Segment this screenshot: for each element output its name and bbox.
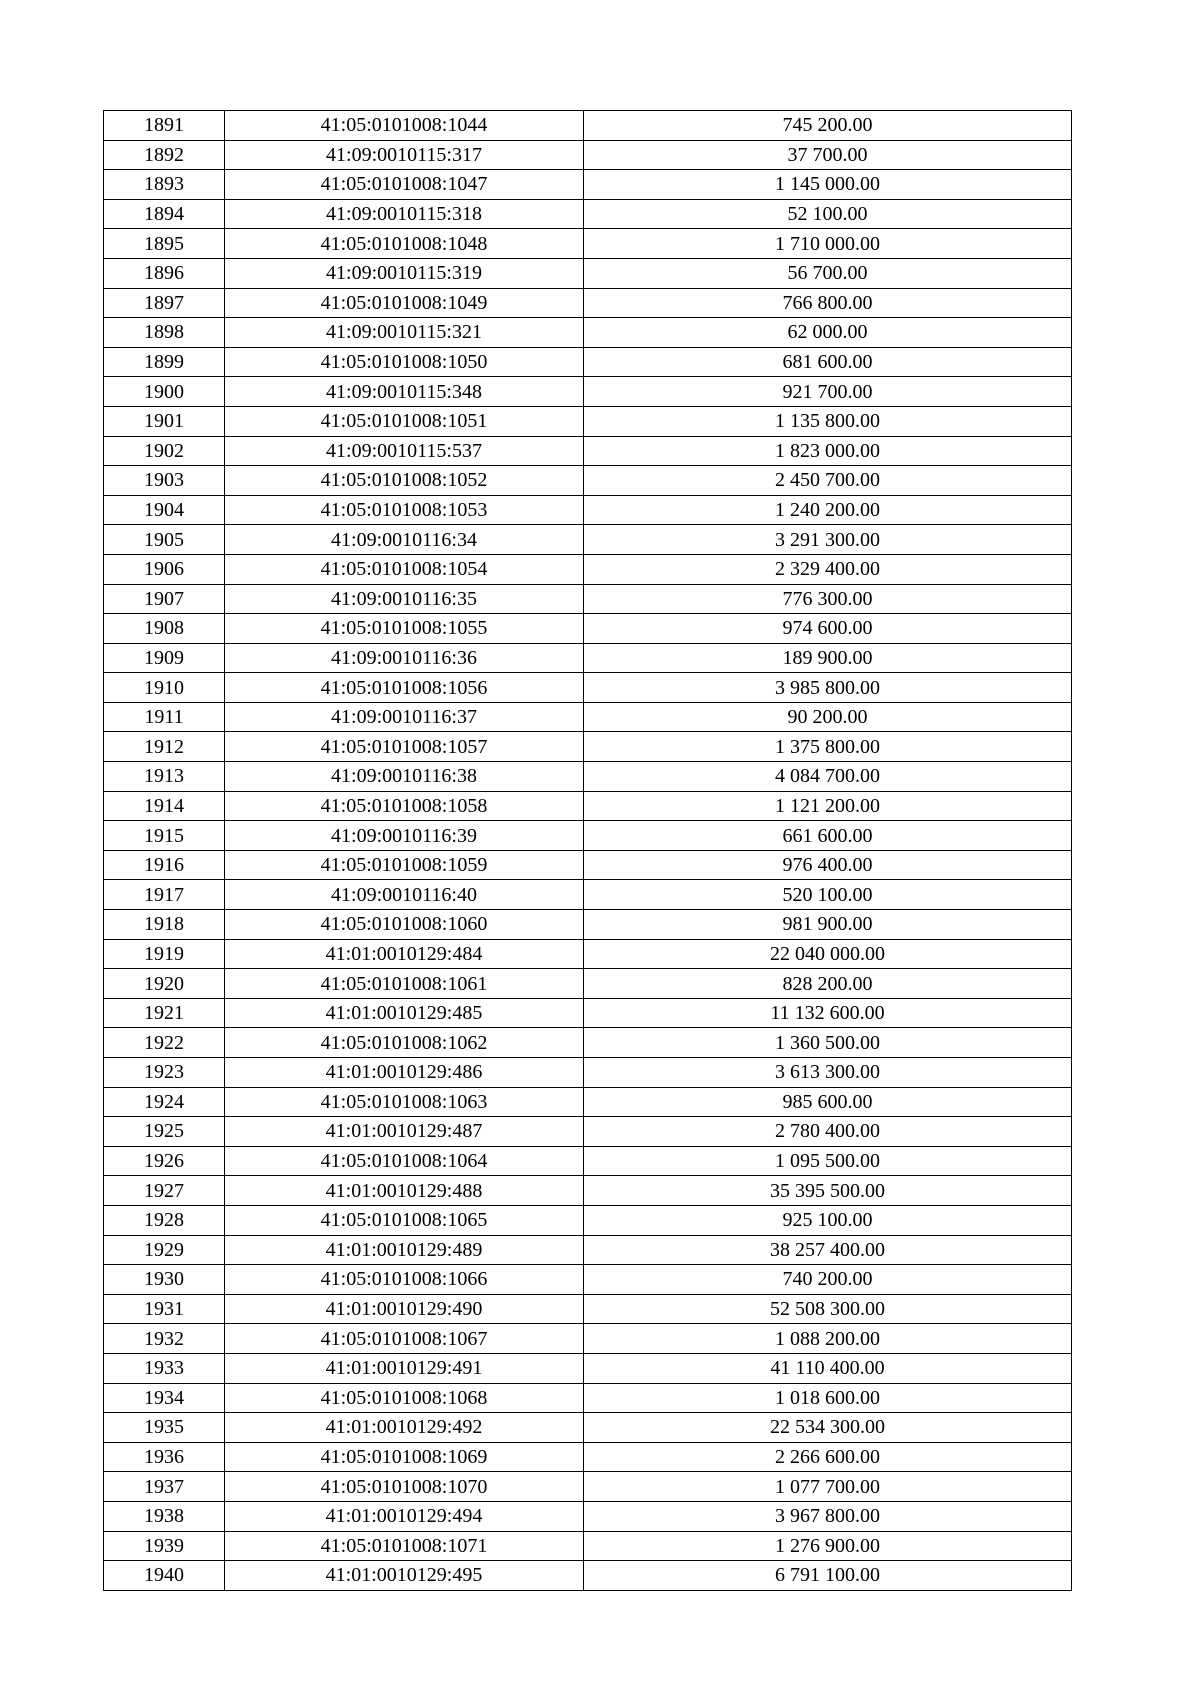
table-row xyxy=(104,288,1072,318)
cadastral-number-cell: 41:05:0101008:1058 xyxy=(225,791,584,821)
table-row xyxy=(104,939,1072,969)
cadastral-value-cell: 1 018 600.00 xyxy=(584,1383,1072,1413)
row-number-cell: 1915 xyxy=(104,821,225,851)
cadastral-value-cell: 1 823 000.00 xyxy=(584,436,1072,466)
table-row xyxy=(104,702,1072,732)
row-number-cell: 1904 xyxy=(104,495,225,525)
row-number-cell: 1927 xyxy=(104,1176,225,1206)
cadastral-value-cell: 3 967 800.00 xyxy=(584,1501,1072,1531)
table-row xyxy=(104,554,1072,584)
cadastral-number-cell: 41:05:0101008:1068 xyxy=(225,1383,584,1413)
cadastral-number-cell: 41:05:0101008:1066 xyxy=(225,1265,584,1295)
cadastral-value-cell: 189 900.00 xyxy=(584,643,1072,673)
cadastral-value-cell: 1 121 200.00 xyxy=(584,791,1072,821)
table-row xyxy=(104,347,1072,377)
cadastral-number-cell: 41:05:0101008:1048 xyxy=(225,229,584,259)
cadastral-number-cell: 41:01:0010129:490 xyxy=(225,1294,584,1324)
cadastral-value-cell: 661 600.00 xyxy=(584,821,1072,851)
cadastral-value-cell: 35 395 500.00 xyxy=(584,1176,1072,1206)
cadastral-value-cell: 745 200.00 xyxy=(584,111,1072,141)
cadastral-number-cell: 41:09:0010116:40 xyxy=(225,880,584,910)
table-row xyxy=(104,1501,1072,1531)
cadastral-value-cell: 41 110 400.00 xyxy=(584,1353,1072,1383)
table-row xyxy=(104,229,1072,259)
table-row xyxy=(104,762,1072,792)
cadastral-number-cell: 41:05:0101008:1056 xyxy=(225,673,584,703)
row-number-cell: 1910 xyxy=(104,673,225,703)
table-row xyxy=(104,1087,1072,1117)
cadastral-value-table xyxy=(103,110,1072,1591)
cadastral-value-cell: 828 200.00 xyxy=(584,969,1072,999)
row-number-cell: 1921 xyxy=(104,998,225,1028)
cadastral-value-cell: 981 900.00 xyxy=(584,910,1072,940)
table-row xyxy=(104,525,1072,555)
table-row xyxy=(104,614,1072,644)
cadastral-number-cell: 41:05:0101008:1051 xyxy=(225,406,584,436)
row-number-cell: 1912 xyxy=(104,732,225,762)
row-number-cell: 1913 xyxy=(104,762,225,792)
row-number-cell: 1925 xyxy=(104,1117,225,1147)
cadastral-number-cell: 41:05:0101008:1053 xyxy=(225,495,584,525)
row-number-cell: 1924 xyxy=(104,1087,225,1117)
row-number-cell: 1922 xyxy=(104,1028,225,1058)
table-row xyxy=(104,643,1072,673)
row-number-cell: 1909 xyxy=(104,643,225,673)
cadastral-number-cell: 41:01:0010129:485 xyxy=(225,998,584,1028)
row-number-cell: 1932 xyxy=(104,1324,225,1354)
table-row xyxy=(104,111,1072,141)
cadastral-value-cell: 1 135 800.00 xyxy=(584,406,1072,436)
table-row xyxy=(104,406,1072,436)
cadastral-number-cell: 41:01:0010129:491 xyxy=(225,1353,584,1383)
table-row xyxy=(104,821,1072,851)
cadastral-value-cell: 22 040 000.00 xyxy=(584,939,1072,969)
row-number-cell: 1896 xyxy=(104,258,225,288)
cadastral-value-cell: 22 534 300.00 xyxy=(584,1413,1072,1443)
row-number-cell: 1929 xyxy=(104,1235,225,1265)
row-number-cell: 1936 xyxy=(104,1442,225,1472)
row-number-cell: 1920 xyxy=(104,969,225,999)
cadastral-value-cell: 52 100.00 xyxy=(584,199,1072,229)
cadastral-number-cell: 41:09:0010115:321 xyxy=(225,318,584,348)
table-row xyxy=(104,880,1072,910)
table-row xyxy=(104,377,1072,407)
table-row xyxy=(104,170,1072,200)
cadastral-number-cell: 41:05:0101008:1054 xyxy=(225,554,584,584)
row-number-cell: 1939 xyxy=(104,1531,225,1561)
row-number-cell: 1938 xyxy=(104,1501,225,1531)
table-row xyxy=(104,1383,1072,1413)
cadastral-value-cell: 90 200.00 xyxy=(584,702,1072,732)
cadastral-value-cell: 2 450 700.00 xyxy=(584,466,1072,496)
row-number-cell: 1933 xyxy=(104,1353,225,1383)
cadastral-number-cell: 41:05:0101008:1062 xyxy=(225,1028,584,1058)
table-row xyxy=(104,969,1072,999)
table-row xyxy=(104,1442,1072,1472)
row-number-cell: 1916 xyxy=(104,850,225,880)
row-number-cell: 1923 xyxy=(104,1058,225,1088)
cadastral-number-cell: 41:01:0010129:488 xyxy=(225,1176,584,1206)
cadastral-number-cell: 41:01:0010129:487 xyxy=(225,1117,584,1147)
cadastral-value-cell: 740 200.00 xyxy=(584,1265,1072,1295)
table-row xyxy=(104,1205,1072,1235)
cadastral-value-cell: 3 613 300.00 xyxy=(584,1058,1072,1088)
table-row xyxy=(104,1235,1072,1265)
table-row xyxy=(104,436,1072,466)
table-row xyxy=(104,1058,1072,1088)
cadastral-value-cell: 776 300.00 xyxy=(584,584,1072,614)
row-number-cell: 1902 xyxy=(104,436,225,466)
cadastral-number-cell: 41:05:0101008:1057 xyxy=(225,732,584,762)
cadastral-value-cell: 985 600.00 xyxy=(584,1087,1072,1117)
cadastral-value-cell: 974 600.00 xyxy=(584,614,1072,644)
row-number-cell: 1931 xyxy=(104,1294,225,1324)
cadastral-value-cell: 11 132 600.00 xyxy=(584,998,1072,1028)
table-body xyxy=(104,111,1072,1591)
row-number-cell: 1901 xyxy=(104,406,225,436)
row-number-cell: 1897 xyxy=(104,288,225,318)
cadastral-value-cell: 1 276 900.00 xyxy=(584,1531,1072,1561)
row-number-cell: 1903 xyxy=(104,466,225,496)
cadastral-number-cell: 41:01:0010129:494 xyxy=(225,1501,584,1531)
cadastral-number-cell: 41:05:0101008:1069 xyxy=(225,1442,584,1472)
table-row xyxy=(104,1561,1072,1591)
cadastral-value-cell: 681 600.00 xyxy=(584,347,1072,377)
row-number-cell: 1926 xyxy=(104,1146,225,1176)
cadastral-value-cell: 976 400.00 xyxy=(584,850,1072,880)
table-row xyxy=(104,140,1072,170)
table-row xyxy=(104,1531,1072,1561)
cadastral-value-cell: 56 700.00 xyxy=(584,258,1072,288)
row-number-cell: 1914 xyxy=(104,791,225,821)
row-number-cell: 1908 xyxy=(104,614,225,644)
cadastral-value-cell: 520 100.00 xyxy=(584,880,1072,910)
cadastral-value-cell: 921 700.00 xyxy=(584,377,1072,407)
table-row xyxy=(104,199,1072,229)
cadastral-value-cell: 1 375 800.00 xyxy=(584,732,1072,762)
cadastral-number-cell: 41:05:0101008:1063 xyxy=(225,1087,584,1117)
table-row xyxy=(104,910,1072,940)
row-number-cell: 1918 xyxy=(104,910,225,940)
cadastral-value-cell: 6 791 100.00 xyxy=(584,1561,1072,1591)
cadastral-number-cell: 41:09:0010115:348 xyxy=(225,377,584,407)
cadastral-value-cell: 2 329 400.00 xyxy=(584,554,1072,584)
cadastral-value-cell: 52 508 300.00 xyxy=(584,1294,1072,1324)
table-row xyxy=(104,850,1072,880)
cadastral-value-cell: 3 985 800.00 xyxy=(584,673,1072,703)
table-row xyxy=(104,1294,1072,1324)
table-row xyxy=(104,258,1072,288)
cadastral-value-cell: 62 000.00 xyxy=(584,318,1072,348)
table-row xyxy=(104,1176,1072,1206)
table-row xyxy=(104,466,1072,496)
cadastral-number-cell: 41:05:0101008:1067 xyxy=(225,1324,584,1354)
cadastral-number-cell: 41:05:0101008:1059 xyxy=(225,850,584,880)
cadastral-value-cell: 766 800.00 xyxy=(584,288,1072,318)
cadastral-value-cell: 1 710 000.00 xyxy=(584,229,1072,259)
cadastral-value-cell: 1 240 200.00 xyxy=(584,495,1072,525)
cadastral-number-cell: 41:05:0101008:1064 xyxy=(225,1146,584,1176)
row-number-cell: 1911 xyxy=(104,702,225,732)
cadastral-value-cell: 2 266 600.00 xyxy=(584,1442,1072,1472)
cadastral-number-cell: 41:05:0101008:1065 xyxy=(225,1205,584,1235)
table-row xyxy=(104,1028,1072,1058)
cadastral-number-cell: 41:05:0101008:1061 xyxy=(225,969,584,999)
cadastral-value-cell: 38 257 400.00 xyxy=(584,1235,1072,1265)
cadastral-number-cell: 41:09:0010116:35 xyxy=(225,584,584,614)
table-row xyxy=(104,1413,1072,1443)
row-number-cell: 1898 xyxy=(104,318,225,348)
cadastral-number-cell: 41:09:0010115:318 xyxy=(225,199,584,229)
cadastral-number-cell: 41:01:0010129:484 xyxy=(225,939,584,969)
row-number-cell: 1919 xyxy=(104,939,225,969)
cadastral-number-cell: 41:01:0010129:489 xyxy=(225,1235,584,1265)
row-number-cell: 1894 xyxy=(104,199,225,229)
row-number-cell: 1900 xyxy=(104,377,225,407)
row-number-cell: 1905 xyxy=(104,525,225,555)
cadastral-number-cell: 41:05:0101008:1055 xyxy=(225,614,584,644)
row-number-cell: 1934 xyxy=(104,1383,225,1413)
row-number-cell: 1906 xyxy=(104,554,225,584)
row-number-cell: 1907 xyxy=(104,584,225,614)
cadastral-value-cell: 1 088 200.00 xyxy=(584,1324,1072,1354)
cadastral-number-cell: 41:09:0010116:36 xyxy=(225,643,584,673)
cadastral-value-cell: 3 291 300.00 xyxy=(584,525,1072,555)
cadastral-number-cell: 41:05:0101008:1050 xyxy=(225,347,584,377)
table-row xyxy=(104,673,1072,703)
table-row xyxy=(104,1265,1072,1295)
cadastral-number-cell: 41:09:0010115:317 xyxy=(225,140,584,170)
row-number-cell: 1935 xyxy=(104,1413,225,1443)
table-row xyxy=(104,791,1072,821)
table-row xyxy=(104,318,1072,348)
cadastral-number-cell: 41:09:0010116:34 xyxy=(225,525,584,555)
cadastral-number-cell: 41:05:0101008:1052 xyxy=(225,466,584,496)
cadastral-value-cell: 925 100.00 xyxy=(584,1205,1072,1235)
cadastral-value-cell: 1 360 500.00 xyxy=(584,1028,1072,1058)
row-number-cell: 1930 xyxy=(104,1265,225,1295)
table-row xyxy=(104,998,1072,1028)
table-row xyxy=(104,1353,1072,1383)
cadastral-number-cell: 41:09:0010115:537 xyxy=(225,436,584,466)
table-row xyxy=(104,1472,1072,1502)
table-row xyxy=(104,1324,1072,1354)
cadastral-number-cell: 41:05:0101008:1049 xyxy=(225,288,584,318)
row-number-cell: 1928 xyxy=(104,1205,225,1235)
cadastral-value-cell: 2 780 400.00 xyxy=(584,1117,1072,1147)
cadastral-number-cell: 41:05:0101008:1070 xyxy=(225,1472,584,1502)
cadastral-number-cell: 41:05:0101008:1044 xyxy=(225,111,584,141)
cadastral-number-cell: 41:05:0101008:1047 xyxy=(225,170,584,200)
cadastral-number-cell: 41:01:0010129:492 xyxy=(225,1413,584,1443)
cadastral-number-cell: 41:09:0010116:39 xyxy=(225,821,584,851)
cadastral-number-cell: 41:09:0010115:319 xyxy=(225,258,584,288)
cadastral-number-cell: 41:01:0010129:486 xyxy=(225,1058,584,1088)
cadastral-value-cell: 4 084 700.00 xyxy=(584,762,1072,792)
row-number-cell: 1893 xyxy=(104,170,225,200)
table-row xyxy=(104,1117,1072,1147)
cadastral-value-cell: 37 700.00 xyxy=(584,140,1072,170)
row-number-cell: 1940 xyxy=(104,1561,225,1591)
cadastral-value-cell: 1 077 700.00 xyxy=(584,1472,1072,1502)
row-number-cell: 1895 xyxy=(104,229,225,259)
table-row xyxy=(104,1146,1072,1176)
cadastral-value-cell: 1 095 500.00 xyxy=(584,1146,1072,1176)
row-number-cell: 1917 xyxy=(104,880,225,910)
cadastral-number-cell: 41:09:0010116:38 xyxy=(225,762,584,792)
cadastral-number-cell: 41:01:0010129:495 xyxy=(225,1561,584,1591)
row-number-cell: 1899 xyxy=(104,347,225,377)
table-row xyxy=(104,584,1072,614)
cadastral-number-cell: 41:05:0101008:1071 xyxy=(225,1531,584,1561)
row-number-cell: 1937 xyxy=(104,1472,225,1502)
row-number-cell: 1891 xyxy=(104,111,225,141)
cadastral-number-cell: 41:09:0010116:37 xyxy=(225,702,584,732)
cadastral-value-cell: 1 145 000.00 xyxy=(584,170,1072,200)
table-row xyxy=(104,495,1072,525)
cadastral-number-cell: 41:05:0101008:1060 xyxy=(225,910,584,940)
table-row xyxy=(104,732,1072,762)
row-number-cell: 1892 xyxy=(104,140,225,170)
